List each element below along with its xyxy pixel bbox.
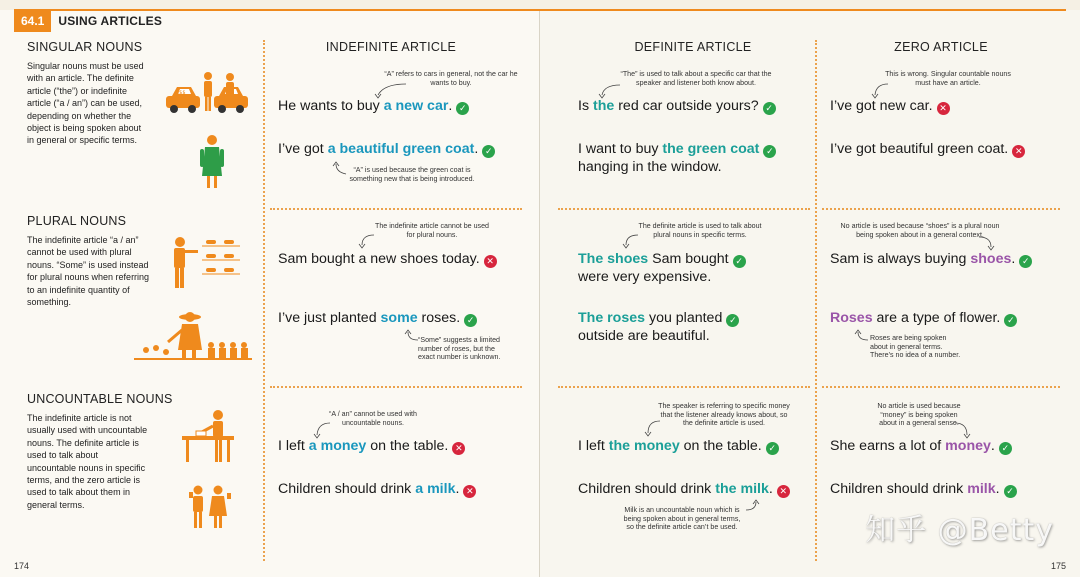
correct-icon: ✓: [1019, 255, 1032, 268]
shoe-shop-illustration: [168, 234, 244, 290]
woman-coat-illustration: [199, 134, 225, 190]
example-sam-new-shoes: Sam bought a new shoes today. ✕: [278, 250, 497, 268]
example-is-the-red-car: Is the red car outside yours? ✓: [578, 97, 776, 115]
example-he-wants-car: He wants to buy a new car. ✓: [278, 97, 469, 115]
divider-h: [822, 386, 1060, 388]
section-number: 64.1: [14, 10, 51, 32]
singular-title: SINGULAR NOUNS: [27, 40, 143, 54]
divider-v1: [263, 40, 265, 561]
correct-icon: ✓: [464, 314, 477, 327]
correct-icon: ✓: [482, 145, 495, 158]
divider-h: [558, 208, 810, 210]
example-the-shoes: The shoes Sam bought ✓ were very expensive.: [578, 250, 746, 286]
correct-icon: ✓: [733, 255, 746, 268]
example-the-roses: The roses you planted ✓ outside are beautiful.: [578, 309, 739, 345]
divider-h: [270, 386, 522, 388]
example-lot-of-money: She earns a lot of money. ✓: [830, 437, 1012, 455]
gardener-illustration: [134, 308, 252, 362]
section-title: USING ARTICLES: [58, 14, 163, 28]
arrow-icon: [354, 232, 378, 250]
col-head-indefinite: INDEFINITE ARTICLE: [325, 40, 457, 54]
plural-desc: The indefinite article “a / an” cannot be used with plural nouns. “Some” is used instead for plural nouns when referring to an indefinite quantity of something.: [27, 235, 150, 308]
col-head-zero: ZERO ARTICLE: [894, 40, 988, 54]
example-always-buying-shoes: Sam is always buying shoes. ✓: [830, 250, 1032, 268]
example-the-money: I left the money on the table. ✓: [578, 437, 779, 455]
note-the-car: “The” is used to talk about a specific car that the speaker and listener both know about.: [620, 70, 772, 87]
example-new-car-wrong: I’ve got new car. ✕: [830, 97, 950, 115]
arrow-icon: [618, 232, 642, 250]
note-milk-general: Milk is an uncountable noun which is being spoken about in general terms, so the definite article can’t be used.: [623, 506, 741, 532]
correct-icon: ✓: [1004, 314, 1017, 327]
uncountable-title: UNCOUNTABLE NOUNS: [27, 392, 173, 406]
incorrect-icon: ✕: [463, 485, 476, 498]
divider-h: [558, 386, 810, 388]
correct-icon: ✓: [1004, 485, 1017, 498]
note-a-uncountable: “A / an” cannot be used with uncountable nouns.: [329, 410, 417, 427]
example-ive-got-coat: I’ve got a beautiful green coat. ✓: [278, 140, 495, 158]
note-shoes-general: No article is used because “shoes” is a plural noun being spoken about in a general context.: [840, 222, 1000, 239]
note-def-plural: The definite article is used to talk about plural nouns in specific terms.: [638, 222, 762, 239]
correct-icon: ✓: [726, 314, 739, 327]
uncountable-desc: The indefinite article is not usually used with uncountable nouns. The definite article is used to talk about uncountable nouns in specific terms, and the zero article is used to talk about them in general terms.: [27, 413, 148, 510]
example-green-coat-wrong: I’ve got beautiful green coat. ✕: [830, 140, 1025, 158]
correct-icon: ✓: [763, 102, 776, 115]
example-a-milk: Children should drink a milk. ✕: [278, 480, 476, 498]
note-money-general: No article is used because “money” is being spoken about in a general sense.: [877, 402, 961, 428]
example-drink-milk: Children should drink milk. ✓: [830, 480, 1017, 498]
example-want-the-coat: I want to buy the green coat ✓ hanging in the window.: [578, 140, 776, 176]
incorrect-icon: ✕: [1012, 145, 1025, 158]
incorrect-icon: ✕: [777, 485, 790, 498]
page-number-left: 174: [14, 561, 30, 571]
correct-icon: ✓: [766, 442, 779, 455]
incorrect-icon: ✕: [937, 102, 950, 115]
arrow-icon: [852, 328, 872, 344]
col-head-definite: DEFINITE ARTICLE: [634, 40, 752, 54]
incorrect-icon: ✕: [484, 255, 497, 268]
example-a-money: I left a money on the table. ✕: [278, 437, 465, 455]
example-roses-flower: Roses are a type of flower. ✓: [830, 309, 1017, 327]
svg-text:$$$: $$$: [176, 90, 186, 96]
note-a-cars: “A” refers to cars in general, not the car he wants to buy.: [384, 70, 518, 87]
divider-v2: [815, 40, 817, 561]
note-a-coat: “A” is used because the green coat is something new that is being introduced.: [349, 166, 475, 183]
arrow-icon: [640, 418, 664, 438]
example-planted-some-roses: I’ve just planted some roses. ✓: [278, 309, 477, 327]
note-some-roses: “Some” suggests a limited number of roses, but the exact number is unknown.: [418, 336, 501, 362]
note-roses-general: Roses are being spoken about in general terms. There’s no idea of a number.: [870, 334, 961, 360]
note-no-plural-indef: The indefinite article cannot be used for plural nouns.: [375, 222, 489, 239]
divider-h: [270, 208, 522, 210]
note-specific-money: The speaker is referring to specific money that the listener already knows about, so the definite article is used.: [658, 402, 790, 428]
divider-h: [822, 208, 1060, 210]
section-header: [14, 10, 162, 32]
correct-icon: ✓: [456, 102, 469, 115]
correct-icon: ✓: [763, 145, 776, 158]
cars-people-illustration: [164, 68, 250, 116]
page-number-right: 175: [1050, 561, 1066, 571]
correct-icon: ✓: [999, 442, 1012, 455]
plural-title: PLURAL NOUNS: [27, 214, 127, 228]
note-wrong-singular: This is wrong. Singular countable nouns must have an article.: [885, 70, 1011, 87]
example-the-milk: Children should drink the milk. ✕: [578, 480, 790, 498]
money-table-illustration: [182, 408, 234, 462]
header-rule: [14, 9, 1066, 11]
incorrect-icon: ✕: [452, 442, 465, 455]
children-milk-illustration: [186, 484, 234, 532]
watermark: 知乎 @Betty: [865, 513, 1054, 548]
singular-desc: Singular nouns must be used with an article. The definite article (“the”) or indefinite article (“a / an”) can be used, depending on whether the object is being spoken about in general or specific terms.: [27, 61, 144, 146]
arrow-icon: [742, 498, 764, 514]
